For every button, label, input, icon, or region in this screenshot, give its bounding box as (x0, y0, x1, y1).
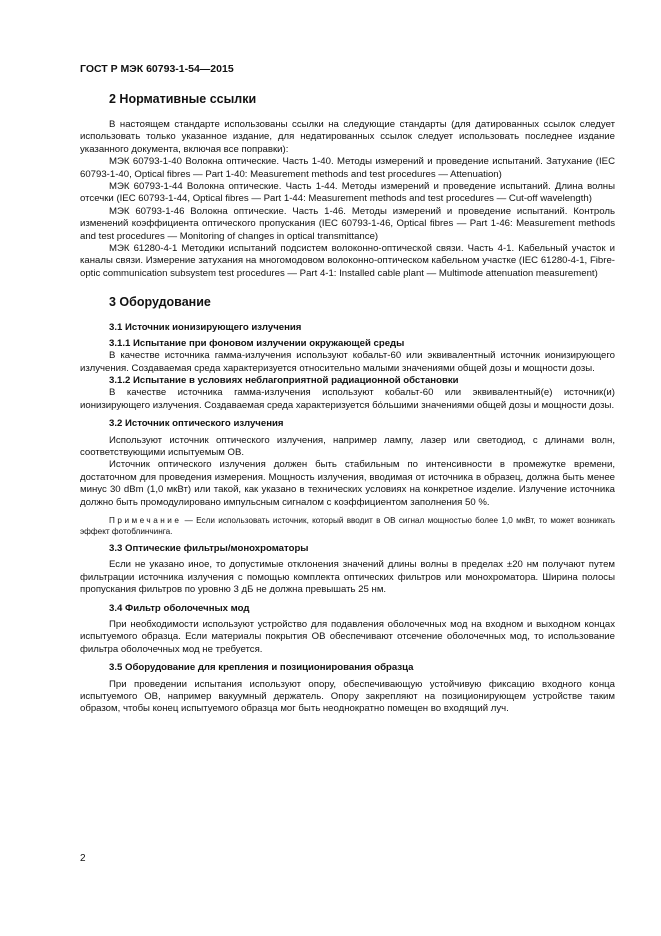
note (80, 515, 615, 537)
subsection-3-5-title: 3.5 Оборудование для крепления и позиционирования образца (109, 662, 414, 674)
subsection-3-2-paragraph-2: Источник оптического излучения должен быть стабильным по интенсивности в промежутке времени, достаточном для проведения измерения. Мощность излучения, вводимая от источника в образец, должна быть менее минус 30 dBm (1,0 мкВт) или такой, как указано в технических условиях на конкретное изделие. Излучение источника должно быть промодулировано импульсным сигналом с коэффициентом заполнения 50 %. (80, 459, 615, 508)
subsection-3-3-text: Если не указано иное, то допустимые отклонения значений длины волны в пределах ±20 нм получают путем фильтрации источника излучения с помощью комплекта оптических фильтров или монохроматора. Ширина полосы пропускания фильтров по уровню 3 дБ не должна превышать 25 нм. (80, 559, 615, 596)
note-text: — Если использовать источник, который вводит в ОВ сигнал мощностью более 1,0 мкВт, то может возникать эффект фотоблинчинга. (80, 515, 615, 536)
document-page (80, 62, 615, 716)
subsection-3-4-text: При необходимости используют устройство для подавления оболочечных мод на входном и выходном концах испытуемого образца. Если материалы покрытия ОВ обеспечивают отсечение оболочечных мод, то использование фильтра оболочечных мод не требуется. (80, 619, 615, 655)
subsection-3-5-text: При проведении испытания используют опору, обеспечивающую устойчивую фиксацию входного конца испытуемого ОВ, например вакуумный держатель. Опору закрепляют на позиционирующем устройстве таким образом, чтобы конец испытуемого образца мог быть неоднократно помещен во входящий луч. (80, 678, 615, 715)
subsection-3-1-title: 3.1 Источник ионизирующего излучения (109, 322, 302, 334)
document-header: ГОСТ Р МЭК 60793-1-54—2015 (80, 63, 234, 75)
reference-item: МЭК 60793-1-46 Волокна оптические. Часть 1-46. Методы измерений и проведение испытаний. Контроль изменений коэффициента оптического пропускания (IEC 60793-1-46, Optical fibres — Part 1-46: Measurement methods and test procedures — Monitoring of changes in optical transmittance) (80, 205, 615, 242)
subsection-3-2-title: 3.2 Источник оптического излучения (109, 418, 284, 430)
subsection-3-2-paragraph-1: Используют источник оптического излучения, например лампу, лазер или светодиод, с длинами волн, соответствующими испытуемым ОВ. (80, 434, 615, 458)
reference-item: МЭК 61280-4-1 Методики испытаний подсистем волоконно-оптической связи. Часть 4-1. Кабельный участок и каналы связи. Измерение затухания на многомодовом волоконно-оптическом кабельном участке (IEC 61280-4-1, Fibre-optic communication subsystem test procedures — Part 4-1: Installed cable plant — Multimode attenuation measurement) (80, 243, 615, 279)
reference-item: МЭК 60793-1-44 Волокна оптические. Часть 1-44. Методы измерений и проведение испытаний. Длина волны отсечки (IEC 60793-1-44, Optical fibres — Part 1-44: Measurement methods and test procedures — Cut-off wavelength) (80, 181, 615, 205)
subsection-3-1-1-text: В качестве источника гамма-излучения используют кобальт-60 или эквивалентный источник ионизирующего излучения. Создаваемая среда характеризуется относительно малыми значениями общей дозы и мощности дозы. (80, 350, 615, 374)
section-3-title: 3 Оборудование (109, 295, 211, 310)
subsection-3-1-2-title: 3.1.2 Испытание в условиях неблагоприятной радиационной обстановки (109, 374, 459, 386)
subsection-3-1-2-text: В качестве источника гамма-излучения используют кобальт-60 или эквивалентный(е) источник(и) ионизирующего излучения. Создаваемая среда характеризуется бо́льшими значениями общей дозы и мощности дозы. (80, 387, 615, 411)
subsection-3-1-1-title: 3.1.1 Испытание при фоновом излучении окружающей среды (109, 337, 405, 349)
section-2-title: 2 Нормативные ссылки (109, 92, 257, 106)
section-2-intro: В настоящем стандарте использованы ссылки на следующие стандарты (для датированных ссылок следует использовать только указанное издание, для недатированных ссылок следует использовать последнее издание указанного документа, включая все поправки): (80, 119, 615, 155)
subsection-3-3-title: 3.3 Оптические фильтры/монохроматоры (109, 542, 309, 554)
reference-item: МЭК 60793-1-40 Волокна оптические. Часть 1-40. Методы измерений и проведение испытаний. Затухание (IEC 60793-1-40, Optical fibres — Part 1-40: Measurement methods and test procedures — Attenuation) (80, 156, 615, 180)
note-label: Примечание (109, 515, 182, 525)
page-number: 2 (80, 853, 86, 864)
subsection-3-4-title: 3.4 Фильтр оболочечных мод (109, 602, 250, 614)
